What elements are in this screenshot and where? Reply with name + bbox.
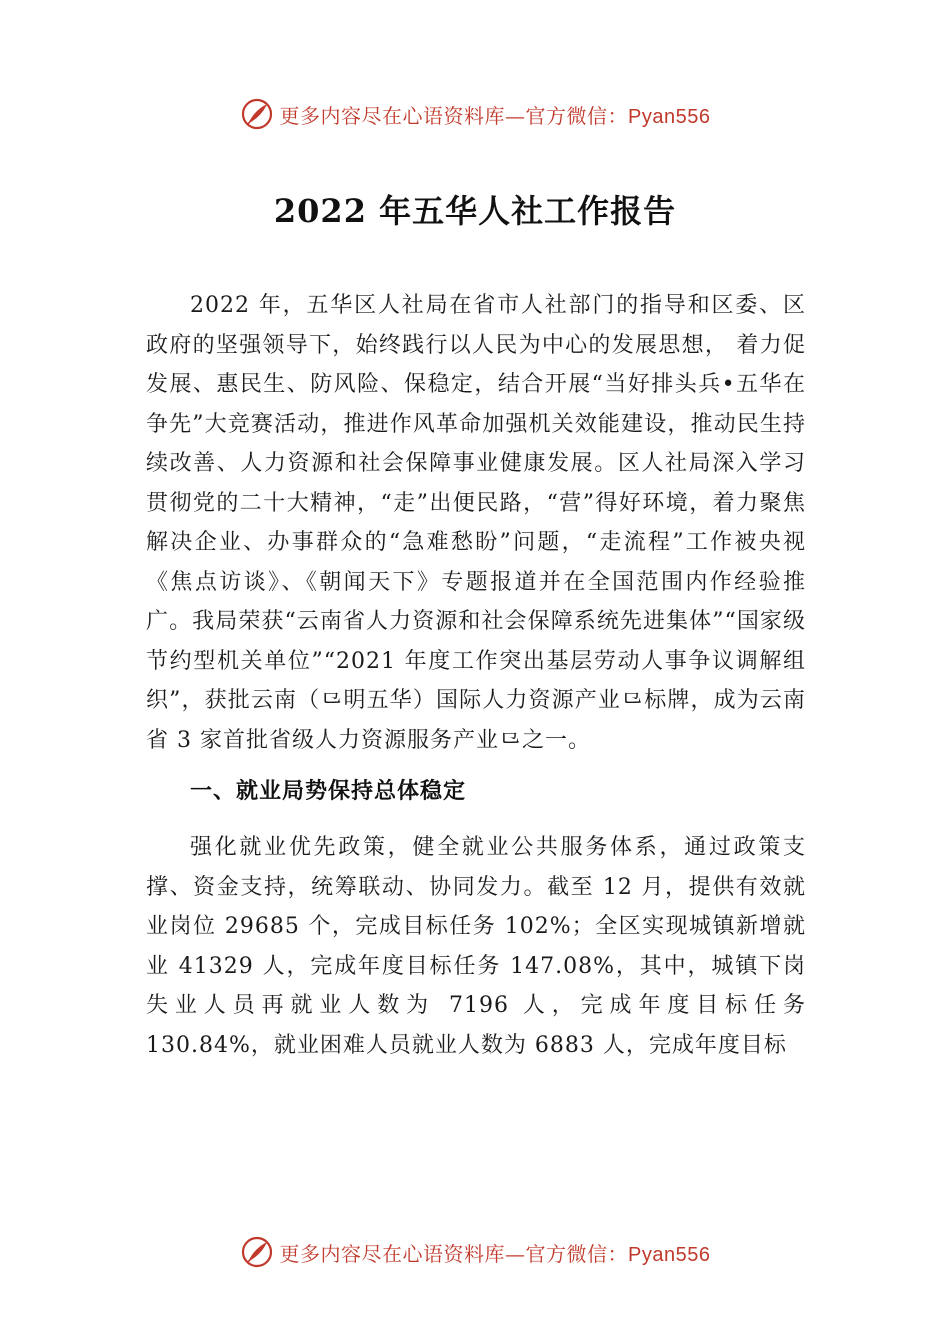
employment-paragraph: 强化就业优先政策，健全就业公共服务体系，通过政策支撑、资金支持，统筹联动、协同发力。截至 12 月，提供有效就业岗位 29685 个，完成目标任务 102%；全区实现城镇新增就业 41329 人，完成年度目标任务 147.08%，其中，城镇下岗失业人员再就业人数为 7196 人，完成年度目标任务130.84%，就业困难人员就业人数为 6883 人，完成年度目标 (146, 835, 806, 1058)
watermark-text: 更多内容尽在心语资料库—官方微信：Pyan556 (279, 1241, 711, 1266)
intro-paragraph: 2022 年，五华区人社局在省市人社部门的指导和区委、区政府的坚强领导下，始终践行以人民为中心的发展思想， 着力促发展、惠民生、防风险、保稳定，结合开展“当好排头兵•五华在争先”大竞赛活动，推进作风革命加强机关效能建设，推动民生持续改善、人力资源和社会保障事业健康发展。区人社局深入学习贯彻党的二十大精神，“走”出便民路，“营”得好环境，着力聚焦解决企业、办事群众的“急难愁盼”问题，“走流程”工作被央视《焦点访谈》、《朝闻天下》专题报道并在全国范围内作经验推广。我局荣获“云南省人力资源和社会保障系统先进集体”“国家级节约型机关单位”“2021 年度工作突出基层劳动人事争议调解组织”，获批云南（⺋明五华）国际人力资源产业⺋标牌，成为云南省 3 家首批省级人力资源服务产业⺋之一。 (146, 293, 806, 753)
header-watermark (0, 94, 950, 134)
watermark-text: 更多内容尽在心语资料库—官方微信：Pyan556 (279, 103, 711, 128)
document-body (146, 286, 806, 1065)
wechat-id: Pyan556 (628, 1243, 711, 1266)
section-heading-employment: 一、就业局势保持总体稳定 (190, 779, 467, 804)
document-title: 2022 年五华人社工作报告 (273, 192, 677, 230)
quill-logo-icon (240, 97, 274, 131)
quill-logo-icon (240, 1235, 274, 1269)
footer-watermark (0, 1232, 950, 1272)
wechat-id: Pyan556 (628, 105, 711, 128)
